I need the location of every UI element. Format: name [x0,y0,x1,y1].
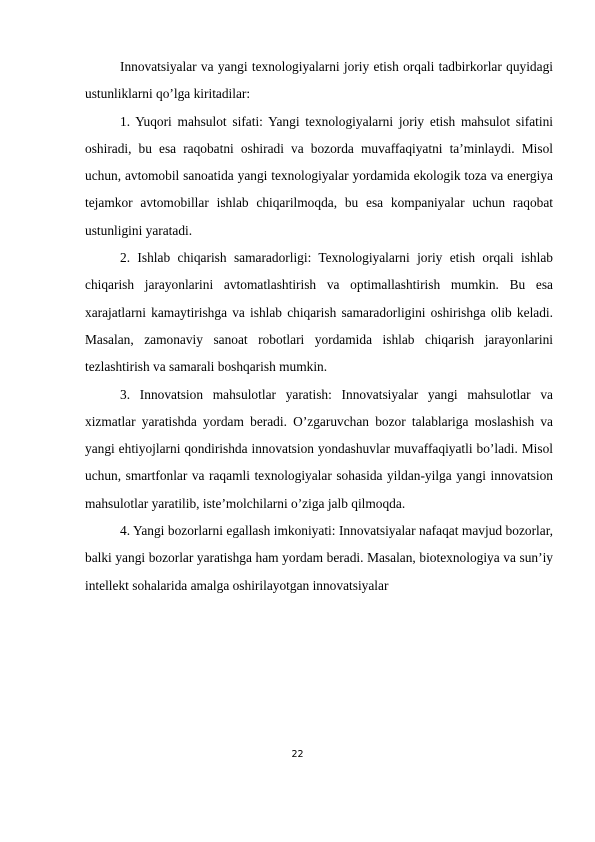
paragraph-intro: Innovatsiyalar va yangi texnologiyalarni joriy etish orqali tadbirkorlar quyidagi ustunliklarni qo’lga kiritadilar: [85,59,553,102]
paragraph-item-2: 2. Ishlab chiqarish samaradorligi: Texnologiyalarni joriy etish orqali ishlab chiqarish jarayonlarini avtomatlashtirish va optimallashtirish mumkin. Bu esa xarajatlarni kamaytirishga va ishlab chiqarish samaradorligini oshirishga olib keladi. Masalan, zamonaviy sanoat robotlari yordamida ishlab chiqarish jarayonlarini tezlashtirish va samarali boshqarish mumkin. [85,250,553,375]
paragraph-item-1: 1. Yuqori mahsulot sifati: Yangi texnologiyalarni joriy etish mahsulot sifatini oshiradi, bu esa raqobatni oshiradi va bozorda muvaffaqiyatni ta’minlaydi. Misol uchun, avtomobil sanoatida yangi texnologiyalar yordamida ekologik toza va energiya tejamkor avtomobillar ishlab chiqarilmoqda, bu esa kompaniyalar uchun raqobat ustunligini yaratadi. [85,113,553,238]
page-number: 22 [291,749,304,760]
paragraph-item-3: 3. Innovatsion mahsulotlar yaratish: Innovatsiyalar yangi mahsulotlar va xizmatlar yaratishda yordam beradi. O’zgaruvchan bozor talablariga moslashish va yangi ehtiyojlarni qondirishda innovatsion yondashuvlar muvaffaqiyatli bo’ladi. Misol uchun, smartfonlar va raqamli texnologiyalar sohasida yildan-yilga yangi innovatsion mahsulotlar yaratilib, iste’molchilarni o’ziga jalb qilmoqda. [85,386,553,511]
body-text [85,53,553,599]
paragraph-item-4: 4. Yangi bozorlarni egallash imkoniyati: Innovatsiyalar nafaqat mavjud bozorlar, balki yangi bozorlar yaratishga ham yordam beradi. Masalan, biotexnologiya va sun’iy intellekt sohalarida amalga oshirilayotgan innovatsiyalar [85,523,553,593]
